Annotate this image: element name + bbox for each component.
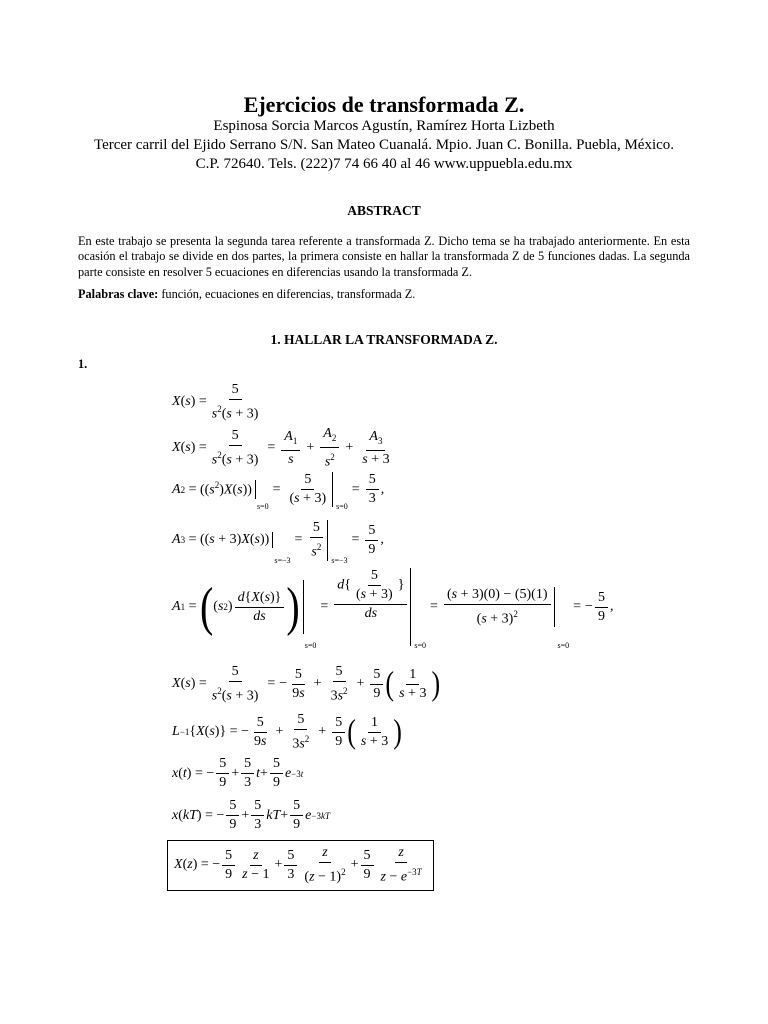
paper-title: Ejercicios de transformada Z. bbox=[243, 92, 525, 117]
equation-2: X ( s ) = $\frac{5}{s^2(s + 3)}$ = $\frac{A_1}{s}$ + $\frac{A_2}{s^2}$ + $\frac{A_3}{s + 3}$ bbox=[172, 426, 390, 470]
abstract-text: En este trabajo se presenta la segunda tarea referente a transformada Z. Dicho tema se ha trabajado anteriormente. En esta ocasión el trabajo se divide en dos partes, la primera consiste en hallar la transformada Z de 5 funciones dadas. La segunda parte consiste en resolver 5 ecuaciones en diferencias usando la transformada Z. bbox=[78, 234, 690, 279]
equation-3: A 2 = $((s^2)X(s))$ s=0 = $\frac{5}{(s + 3)}$ s=0 = $\frac{5}{3}$ , bbox=[172, 472, 385, 511]
abstract-heading: ABSTRACT bbox=[347, 203, 421, 218]
keywords-label: Palabras clave: bbox=[78, 287, 159, 301]
equation-9: x ( kT ) = − $\frac{5}{9}$ + $\frac{5}{3}$ kT + $\frac{5}{9}$ e −3kT bbox=[172, 798, 330, 832]
equation-10-boxed-result: X ( z ) = − $\frac{5}{9}$ $\frac{z}{z - 1}$ + $\frac{5}{3}$ $\frac{z}{(z - 1)^2}$ + $\frac{5}{9}$ $\frac{z}{z - e^{-3T}}$ bbox=[167, 840, 434, 891]
item-number: 1. bbox=[78, 357, 88, 371]
equation-1: X ( s ) = $\frac{5}{s^2(s + 3)}$ bbox=[172, 382, 259, 422]
equation-8: x ( t ) = − $\frac{5}{9}$ + $\frac{5}{3}$ t + $\frac{5}{9}$ e −3t bbox=[172, 756, 304, 790]
equation-4: A 3 = ((s + 3)X(s)) s=−3 = $\frac{5}{s^2}$ s=−3 = $\frac{5}{9}$ , bbox=[172, 520, 384, 565]
equation-6: X ( s ) = $\frac{5}{s^2(s + 3)}$ = − $\frac{5}{9s}$ + $\frac{5}{3s^2}$ + $\frac{5}{9}$ ( $\frac{1}{s + 3}$ ) bbox=[172, 664, 441, 704]
paper-authors: Espinosa Sorcia Marcos Agustín, Ramírez Horta Lizbeth bbox=[213, 118, 555, 134]
keywords-text: función, ecuaciones en diferencias, transformada Z. bbox=[158, 287, 416, 301]
equation-7: L −1 { X ( s )} = − $\frac{5}{9s}$ + $\frac{5}{3s^2}$ + $\frac{5}{9}$ ( $\frac{1}{s + 3}$ ) bbox=[172, 712, 402, 752]
equation-5: A 1 = ( ( s 2 ) $\frac{d\{X(s)\}}{ds}$ ) s=0 = d{ $\frac{5}{(s + 3)}$ } ds s=0 = $\frac{(s + 3)(0) - (5)(1)}{(s + 3)^2}$ s=0 = − $\frac{5}{9}$ , bbox=[172, 568, 614, 650]
paper-address-line2: C.P. 72640. Tels. (222)7 74 66 40 al 46 www.uppuebla.edu.mx bbox=[195, 156, 573, 172]
section-heading: 1. HALLAR LA TRANSFORMADA Z. bbox=[270, 332, 498, 347]
keywords-line bbox=[78, 287, 690, 302]
paper-address-line1: Tercer carril del Ejido Serrano S/N. San Mateo Cuanalá. Mpio. Juan C. Bonilla. Puebla, México. bbox=[93, 137, 675, 153]
